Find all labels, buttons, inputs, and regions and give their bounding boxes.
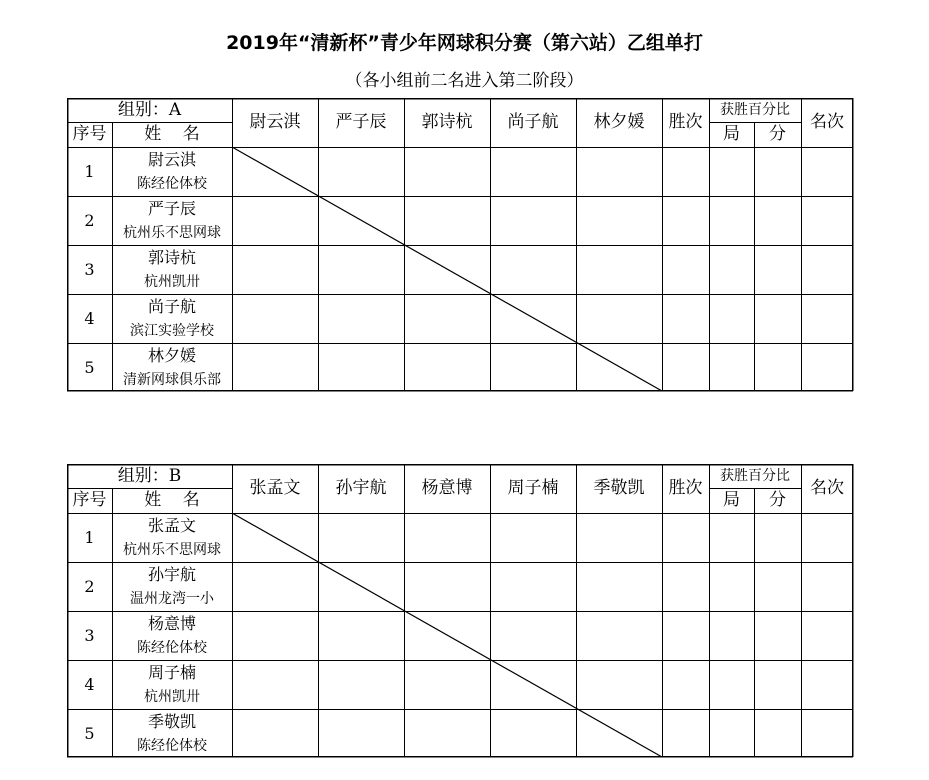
row-seq: 4: [84, 308, 95, 328]
player-name: 杨意博: [147, 614, 196, 633]
player-club: 杭州凯卅: [144, 688, 200, 705]
opponent-header: 郭诗杭: [421, 112, 473, 132]
win-percentage-header: 获胜百分比: [720, 102, 790, 118]
player-name: 尚子航: [147, 297, 196, 316]
player-name: 尉云淇: [147, 150, 196, 169]
opponent-header: 林夕媛: [593, 112, 645, 132]
row-seq: 4: [84, 674, 95, 694]
page-title: 2019年“清新杯”青少年网球积分赛（第六站）乙组单打: [226, 32, 703, 54]
games-header: 局: [723, 124, 740, 144]
player-name: 张孟文: [147, 516, 196, 535]
games-header: 局: [723, 490, 740, 510]
points-header: 分: [769, 490, 786, 510]
player-name: 孙宇航: [147, 565, 196, 584]
wins-header: 胜次: [668, 112, 703, 132]
opponent-header: 尚子航: [507, 112, 559, 132]
row-seq: 1: [84, 527, 95, 547]
name-header: 姓 名: [144, 124, 200, 144]
player-club: 温州龙湾一小: [130, 590, 214, 607]
player-club: 滨江实验学校: [130, 322, 214, 339]
opponent-header: 尉云淇: [249, 112, 301, 132]
opponent-header: 周子楠: [507, 478, 559, 498]
group-label: 组别：A: [117, 99, 182, 120]
player-club: 杭州乐不思网球: [123, 541, 221, 558]
row-seq: 3: [84, 625, 95, 645]
row-seq: 5: [84, 723, 95, 743]
player-name: 林夕媛: [147, 346, 196, 365]
player-club: 清新网球俱乐部: [123, 371, 221, 388]
opponent-header: 季敬凯: [593, 478, 645, 498]
name-header: 姓 名: [144, 490, 200, 510]
page-subtitle: （各小组前二名进入第二阶段）: [345, 71, 584, 91]
opponent-header: 严子辰: [335, 112, 387, 132]
group-b-table: [67, 464, 853, 757]
wins-header: 胜次: [668, 478, 703, 498]
opponent-header: 张孟文: [249, 478, 301, 498]
player-club: 陈经伦体校: [137, 737, 207, 754]
row-seq: 5: [84, 357, 95, 377]
player-club: 杭州凯卅: [144, 273, 200, 290]
group-a-table: [67, 98, 853, 391]
player-club: 陈经伦体校: [137, 639, 207, 656]
row-seq: 2: [84, 576, 95, 596]
player-name: 严子辰: [147, 199, 196, 218]
diagonal-line: [232, 513, 662, 757]
win-percentage-header: 获胜百分比: [720, 468, 790, 484]
row-seq: 3: [84, 259, 95, 279]
player-name: 季敬凯: [147, 712, 196, 731]
opponent-header: 杨意博: [421, 478, 473, 498]
row-seq: 2: [84, 210, 95, 230]
rank-header: 名次: [810, 478, 844, 498]
rank-header: 名次: [810, 112, 844, 132]
diagonal-line: [232, 147, 662, 391]
seq-header: 序号: [72, 124, 107, 144]
seq-header: 序号: [72, 490, 107, 510]
opponent-header: 孙宇航: [335, 478, 387, 498]
player-club: 陈经伦体校: [137, 175, 207, 192]
points-header: 分: [769, 124, 786, 144]
group-label: 组别：B: [117, 465, 182, 486]
row-seq: 1: [84, 161, 95, 181]
player-club: 杭州乐不思网球: [123, 224, 221, 241]
player-name: 周子楠: [147, 663, 196, 682]
player-name: 郭诗杭: [147, 248, 196, 267]
